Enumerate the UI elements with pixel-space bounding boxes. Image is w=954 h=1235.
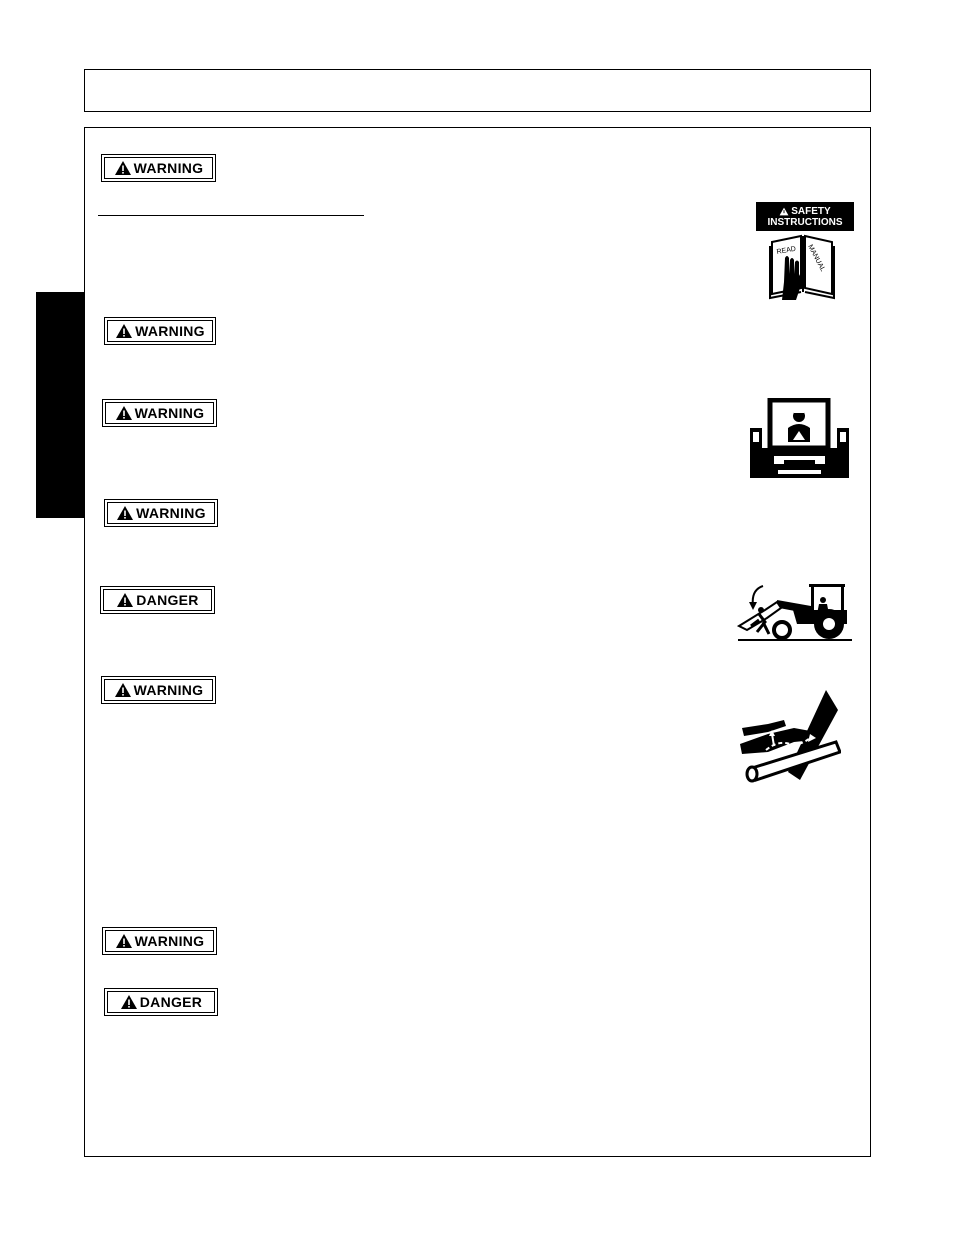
danger-word: DANGER	[139, 994, 203, 1010]
book-left-text: READ	[776, 245, 797, 256]
danger-label-2	[104, 988, 218, 1016]
warning-triangle-icon	[115, 933, 133, 949]
warning-label-5	[101, 676, 216, 704]
hydraulic-injection-icon	[738, 688, 841, 796]
warning-triangle-icon	[115, 323, 133, 339]
warning-label-3	[102, 399, 217, 427]
warning-label-4	[104, 499, 218, 527]
warning-label-2	[104, 317, 216, 345]
warning-label-1	[101, 154, 216, 182]
warning-word: WARNING	[136, 505, 206, 521]
warning-triangle-icon	[120, 994, 138, 1010]
safety-instructions-tag	[756, 202, 854, 231]
safety-tag-line2: INSTRUCTIONS	[767, 216, 843, 228]
page-header-box	[84, 69, 871, 112]
warning-triangle-icon	[114, 160, 132, 176]
danger-word: DANGER	[136, 592, 199, 608]
warning-triangle-icon	[779, 207, 789, 216]
warning-word: WARNING	[134, 933, 205, 949]
warning-word: WARNING	[135, 323, 205, 339]
warning-word: WARNING	[134, 405, 205, 421]
warning-triangle-icon	[115, 405, 133, 421]
warning-word: WARNING	[133, 160, 204, 176]
safety-tag-line1: SAFETY	[791, 205, 831, 217]
warning-triangle-icon	[114, 682, 132, 698]
read-manual-icon	[768, 232, 838, 302]
section-underline	[98, 215, 364, 216]
book-right-text: MANUAL	[806, 243, 827, 273]
warning-triangle-icon	[116, 505, 134, 521]
tractor-rops-icon	[748, 398, 851, 480]
warning-label-6	[102, 927, 217, 955]
warning-triangle-icon	[116, 592, 134, 608]
warning-word: WARNING	[133, 682, 204, 698]
tractor-loader-crush-icon	[737, 580, 853, 642]
section-side-tab	[36, 292, 84, 518]
danger-label-1	[100, 586, 215, 614]
